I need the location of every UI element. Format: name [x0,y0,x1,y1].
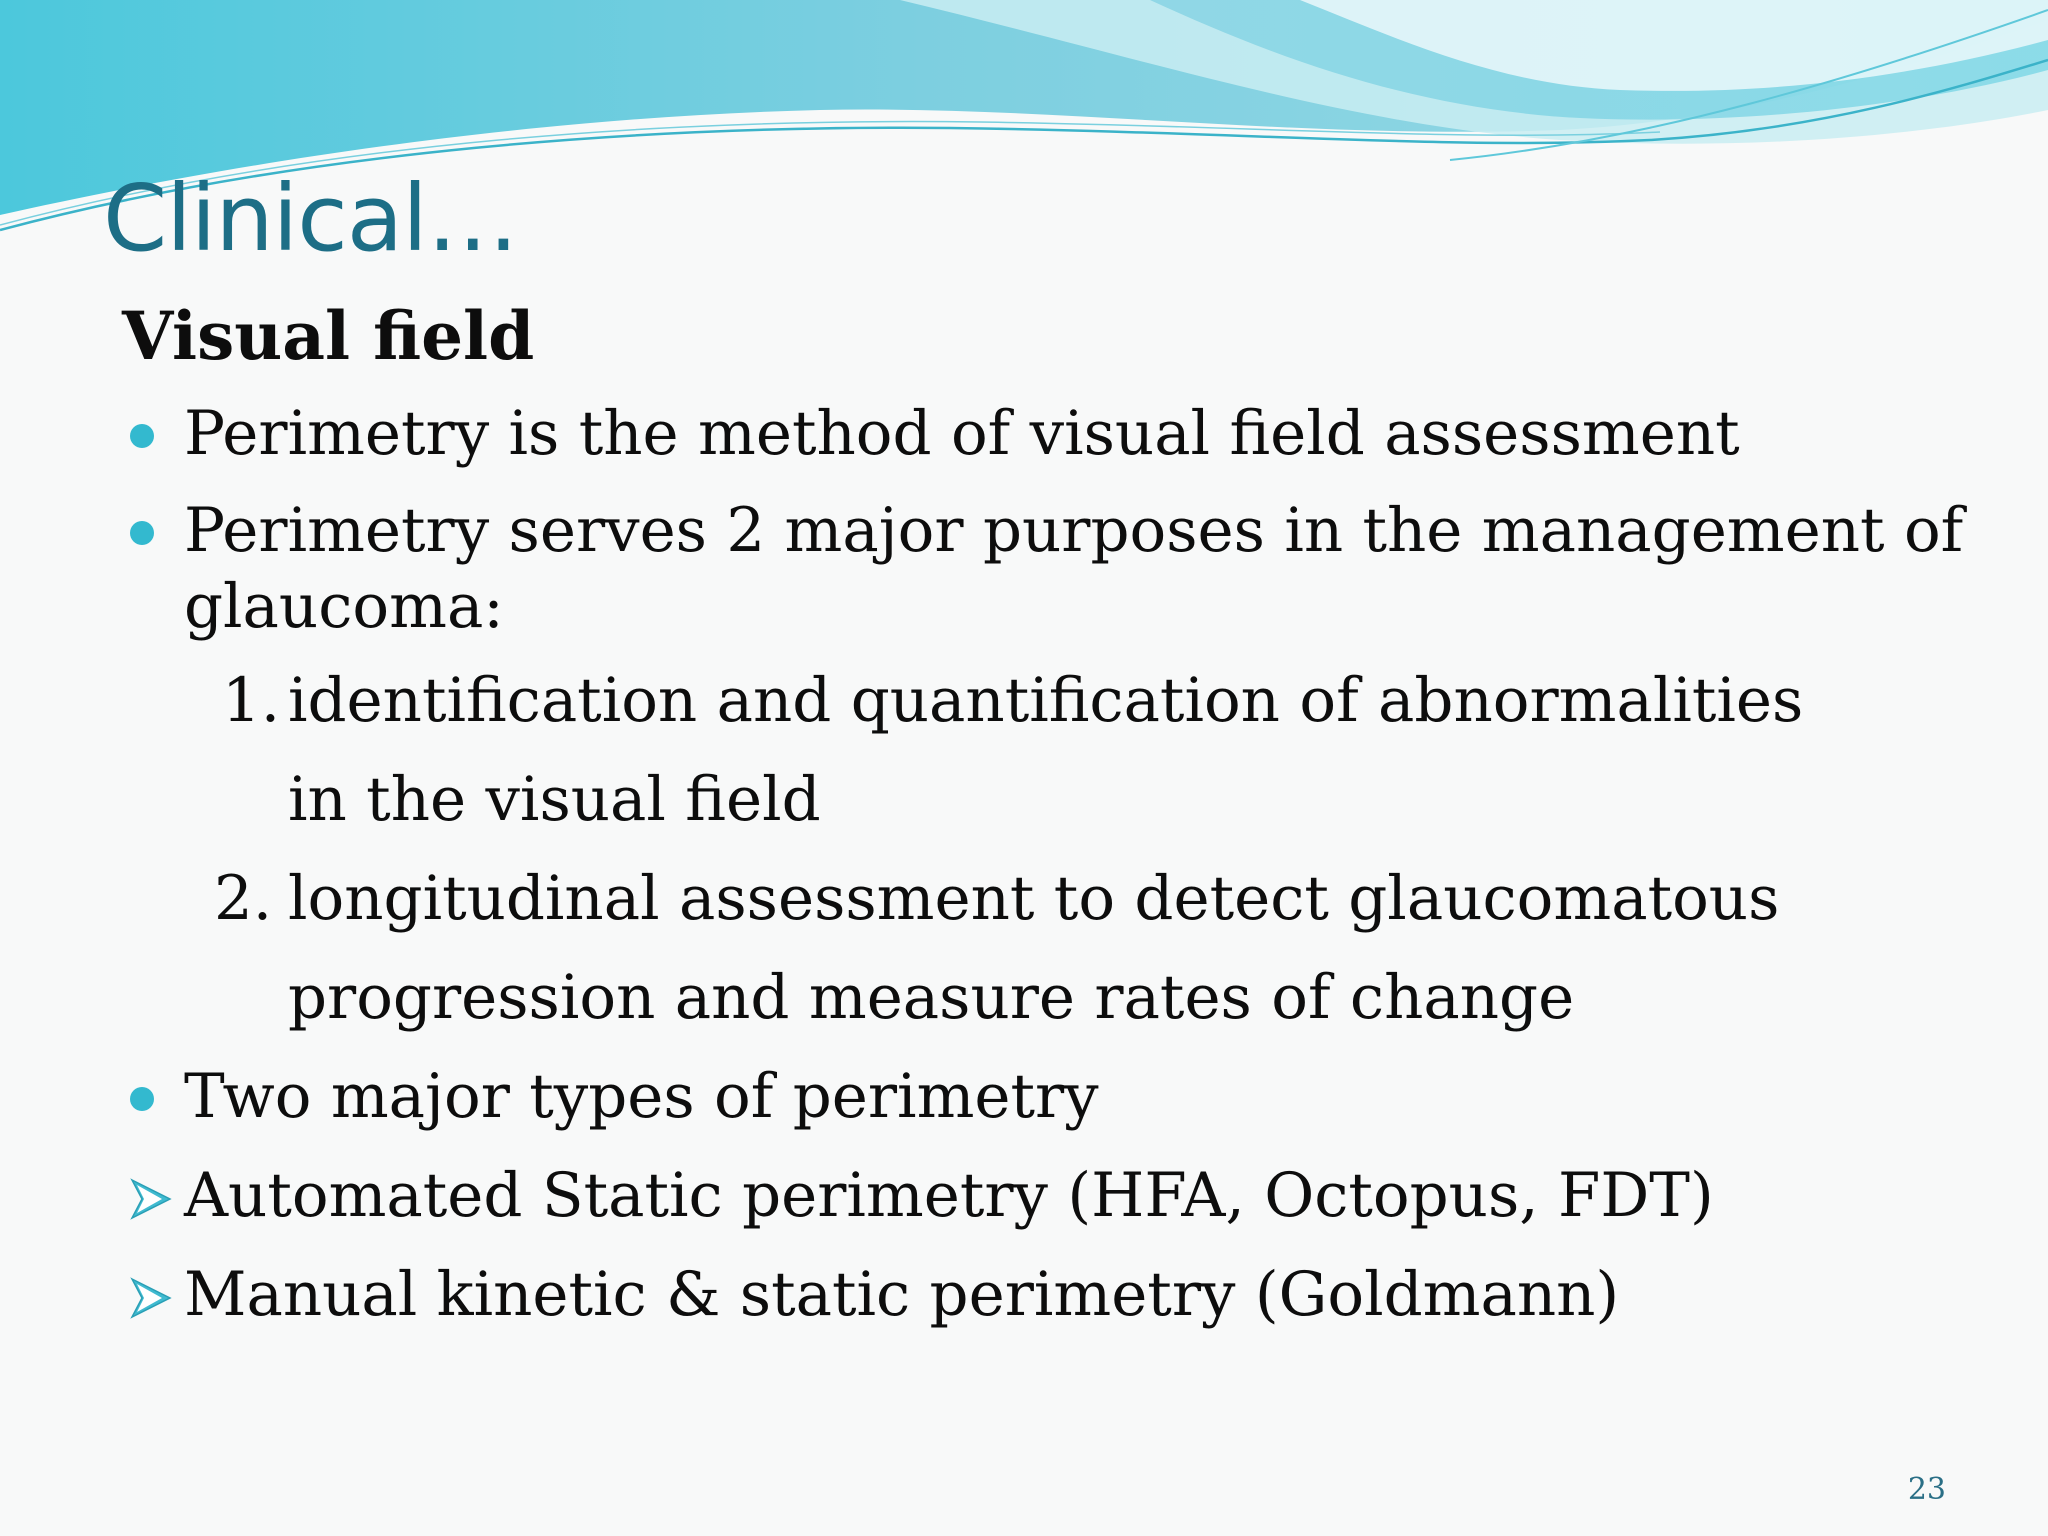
item-text: identification and quantification of abnormalities [288,665,1804,736]
item-text: longitudinal assessment to detect glaucomatous [288,863,1780,934]
page-number: 23 [1907,1472,1946,1507]
slide-body [122,290,1982,1344]
section-heading: Visual field [122,297,535,375]
arrow-bullet-icon [128,1275,174,1321]
item-text: progression and measure rates of change [288,962,1575,1033]
bullet-dot-icon [130,424,154,448]
slide-title: Clinical… [103,165,518,272]
bullet-text: Perimetry serves 2 major purposes in the management of glaucoma: [184,495,1964,642]
numbered-item [122,651,1982,750]
bullet-text: Perimetry is the method of visual field assessment [184,398,1740,469]
numbered-item [122,849,1982,948]
arrow-item [122,1146,1982,1245]
arrow-item-text: Automated Static perimetry (HFA, Octopus, FDT) [184,1160,1714,1231]
bullet-dot-icon [130,521,154,545]
arrow-item-text: Manual kinetic & static perimetry (Goldmann) [184,1259,1620,1330]
item-text: in the visual field [288,764,821,835]
numbered-item-continuation [122,948,1982,1047]
bullet-item [122,384,1982,483]
numbered-item-continuation [122,750,1982,849]
arrow-bullet-icon [128,1176,174,1222]
item-number: 2. [214,863,273,934]
bullet-item [122,1047,1982,1146]
bullet-dot-icon [130,1087,154,1111]
arrow-item [122,1245,1982,1344]
bullet-item [122,493,1982,645]
bullet-text: Two major types of perimetry [184,1061,1099,1132]
item-number: 1. [222,665,281,736]
